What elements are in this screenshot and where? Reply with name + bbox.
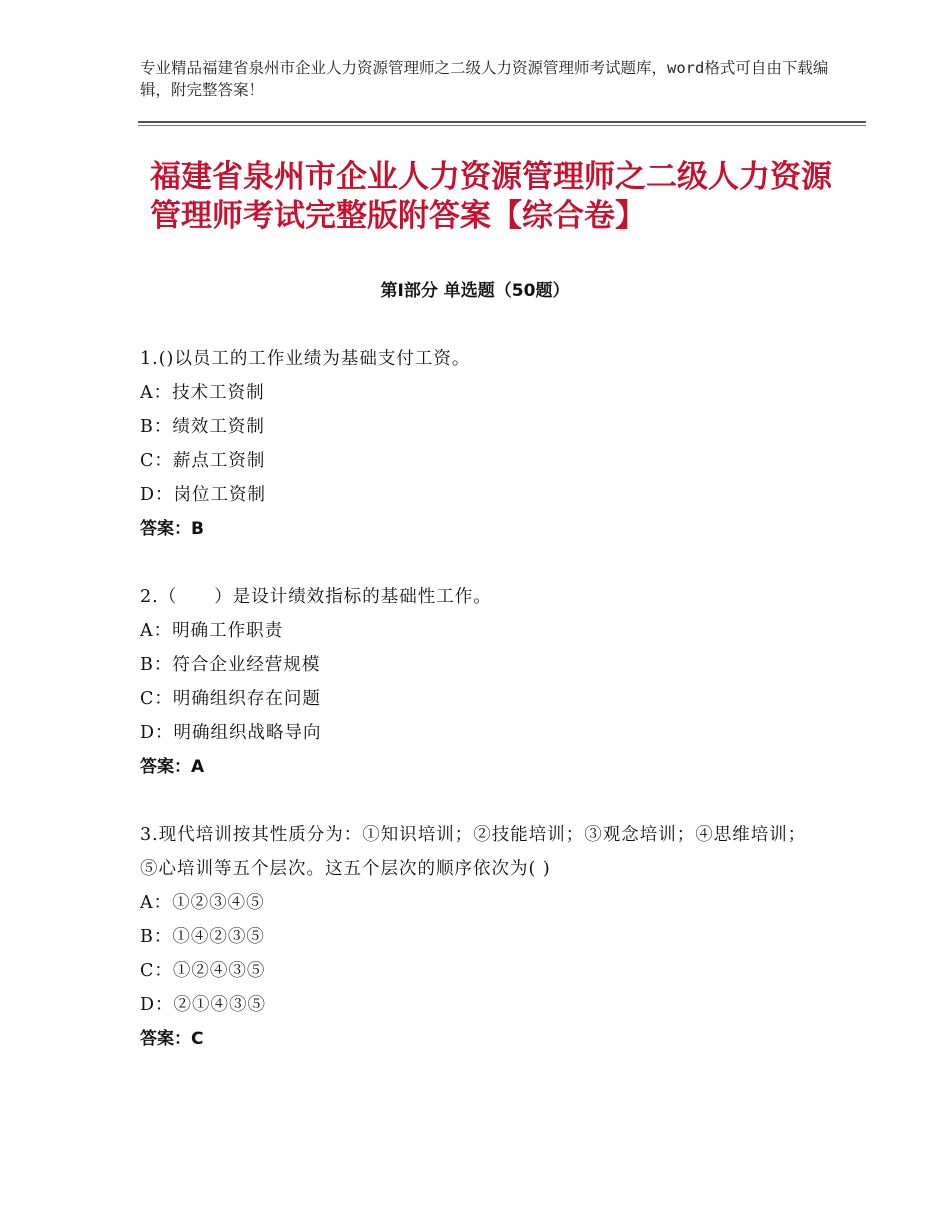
question-list bbox=[140, 342, 820, 1090]
answer: 答案：C bbox=[140, 1029, 204, 1049]
option-c: C：薪点工资制 bbox=[140, 451, 266, 471]
question-stem: 2.（ ）是设计绩效指标的基础性工作。 bbox=[140, 587, 492, 607]
question-stem: 3.现代培训按其性质分为：①知识培训；②技能培训；③观念培训；④思维培训；⑤心培训等五个层次。这五个层次的顺序依次为( ) bbox=[140, 825, 807, 879]
section-title: 第Ⅰ部分 单选题（50题） bbox=[380, 281, 570, 301]
option-a: A：①②③④⑤ bbox=[140, 893, 265, 913]
header-rule-thick bbox=[138, 121, 866, 123]
answer: 答案：A bbox=[140, 757, 205, 777]
option-d: D：②①④③⑤ bbox=[140, 995, 267, 1015]
answer: 答案：B bbox=[140, 519, 204, 539]
question-2 bbox=[140, 580, 820, 784]
option-b: B：①④②③⑤ bbox=[140, 927, 265, 947]
option-a: A：技术工资制 bbox=[140, 383, 265, 403]
option-a: A：明确工作职责 bbox=[140, 621, 284, 641]
option-b: B：符合企业经营规模 bbox=[140, 655, 321, 675]
option-b: B：绩效工资制 bbox=[140, 417, 265, 437]
option-c: C：明确组织存在问题 bbox=[140, 689, 321, 709]
question-3 bbox=[140, 818, 820, 1056]
option-d: D：岗位工资制 bbox=[140, 485, 267, 505]
question-stem: 1.()以员工的工作业绩为基础支付工资。 bbox=[140, 349, 471, 369]
question-1 bbox=[140, 342, 820, 546]
header-note: 专业精品福建省泉州市企业人力资源管理师之二级人力资源管理师考试题库，word格式可自由下载编辑，附完整答案！ bbox=[140, 59, 829, 99]
option-d: D：明确组织战略导向 bbox=[140, 723, 322, 743]
header-rule-thin bbox=[138, 125, 866, 126]
document-title: 福建省泉州市企业人力资源管理师之二级人力资源管理师考试完整版附答案【综合卷】 bbox=[150, 159, 832, 234]
option-c: C：①②④③⑤ bbox=[140, 961, 266, 981]
